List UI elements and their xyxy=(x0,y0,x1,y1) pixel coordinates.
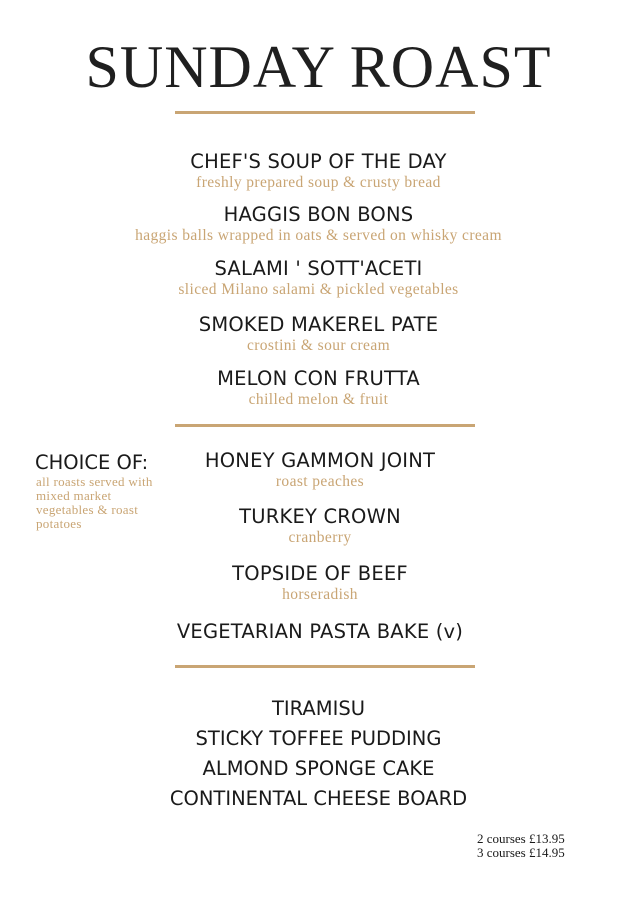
starter-name: MELON CON FRUTTA xyxy=(217,367,420,390)
starter-item xyxy=(0,150,637,191)
price-list xyxy=(477,832,565,860)
starter-item xyxy=(0,257,637,298)
main-name: VEGETARIAN PASTA BAKE (v) xyxy=(176,620,464,643)
menu-title: SUNDAY ROAST xyxy=(85,34,552,100)
roast-note: all roasts served with mixed market vegetables & roast potatoes xyxy=(36,474,153,531)
starter-name: SALAMI ' SOTT'ACETI xyxy=(214,257,423,280)
choice-label: CHOICE OF: xyxy=(35,451,149,474)
starter-description: freshly prepared soup & crusty bread xyxy=(196,174,441,191)
main-description: cranberry xyxy=(288,529,352,546)
divider-top xyxy=(175,111,475,114)
price-two-courses: 2 courses £13.95 xyxy=(477,831,565,846)
starter-name: HAGGIS BON BONS xyxy=(223,203,414,226)
starter-name: SMOKED MAKEREL PATE xyxy=(198,313,439,336)
main-item xyxy=(105,505,535,546)
dessert-item: TIRAMISU xyxy=(272,697,365,720)
main-item xyxy=(105,620,535,644)
main-name: TOPSIDE OF BEEF xyxy=(232,562,408,585)
starter-item xyxy=(0,203,637,244)
starter-description: haggis balls wrapped in oats & served on whisky cream xyxy=(135,227,502,244)
starter-description: sliced Milano salami & pickled vegetables xyxy=(178,281,459,298)
price-three-courses: 3 courses £14.95 xyxy=(477,845,565,860)
main-item xyxy=(105,449,535,490)
starter-item xyxy=(0,367,637,408)
main-name: HONEY GAMMON JOINT xyxy=(204,449,436,472)
main-description: roast peaches xyxy=(275,473,365,490)
starter-description: chilled melon & fruit xyxy=(248,391,389,408)
starter-item xyxy=(0,313,637,354)
starter-description: crostini & sour cream xyxy=(246,337,391,354)
divider-middle xyxy=(175,424,475,427)
main-item xyxy=(105,562,535,603)
divider-bottom xyxy=(175,665,475,668)
dessert-item: STICKY TOFFEE PUDDING xyxy=(195,727,442,750)
main-description: horseradish xyxy=(282,586,358,603)
main-name: TURKEY CROWN xyxy=(239,505,401,528)
dessert-item: ALMOND SPONGE CAKE xyxy=(202,757,435,780)
dessert-item: CONTINENTAL CHEESE BOARD xyxy=(169,787,468,810)
starter-name: CHEF'S SOUP OF THE DAY xyxy=(190,150,447,173)
